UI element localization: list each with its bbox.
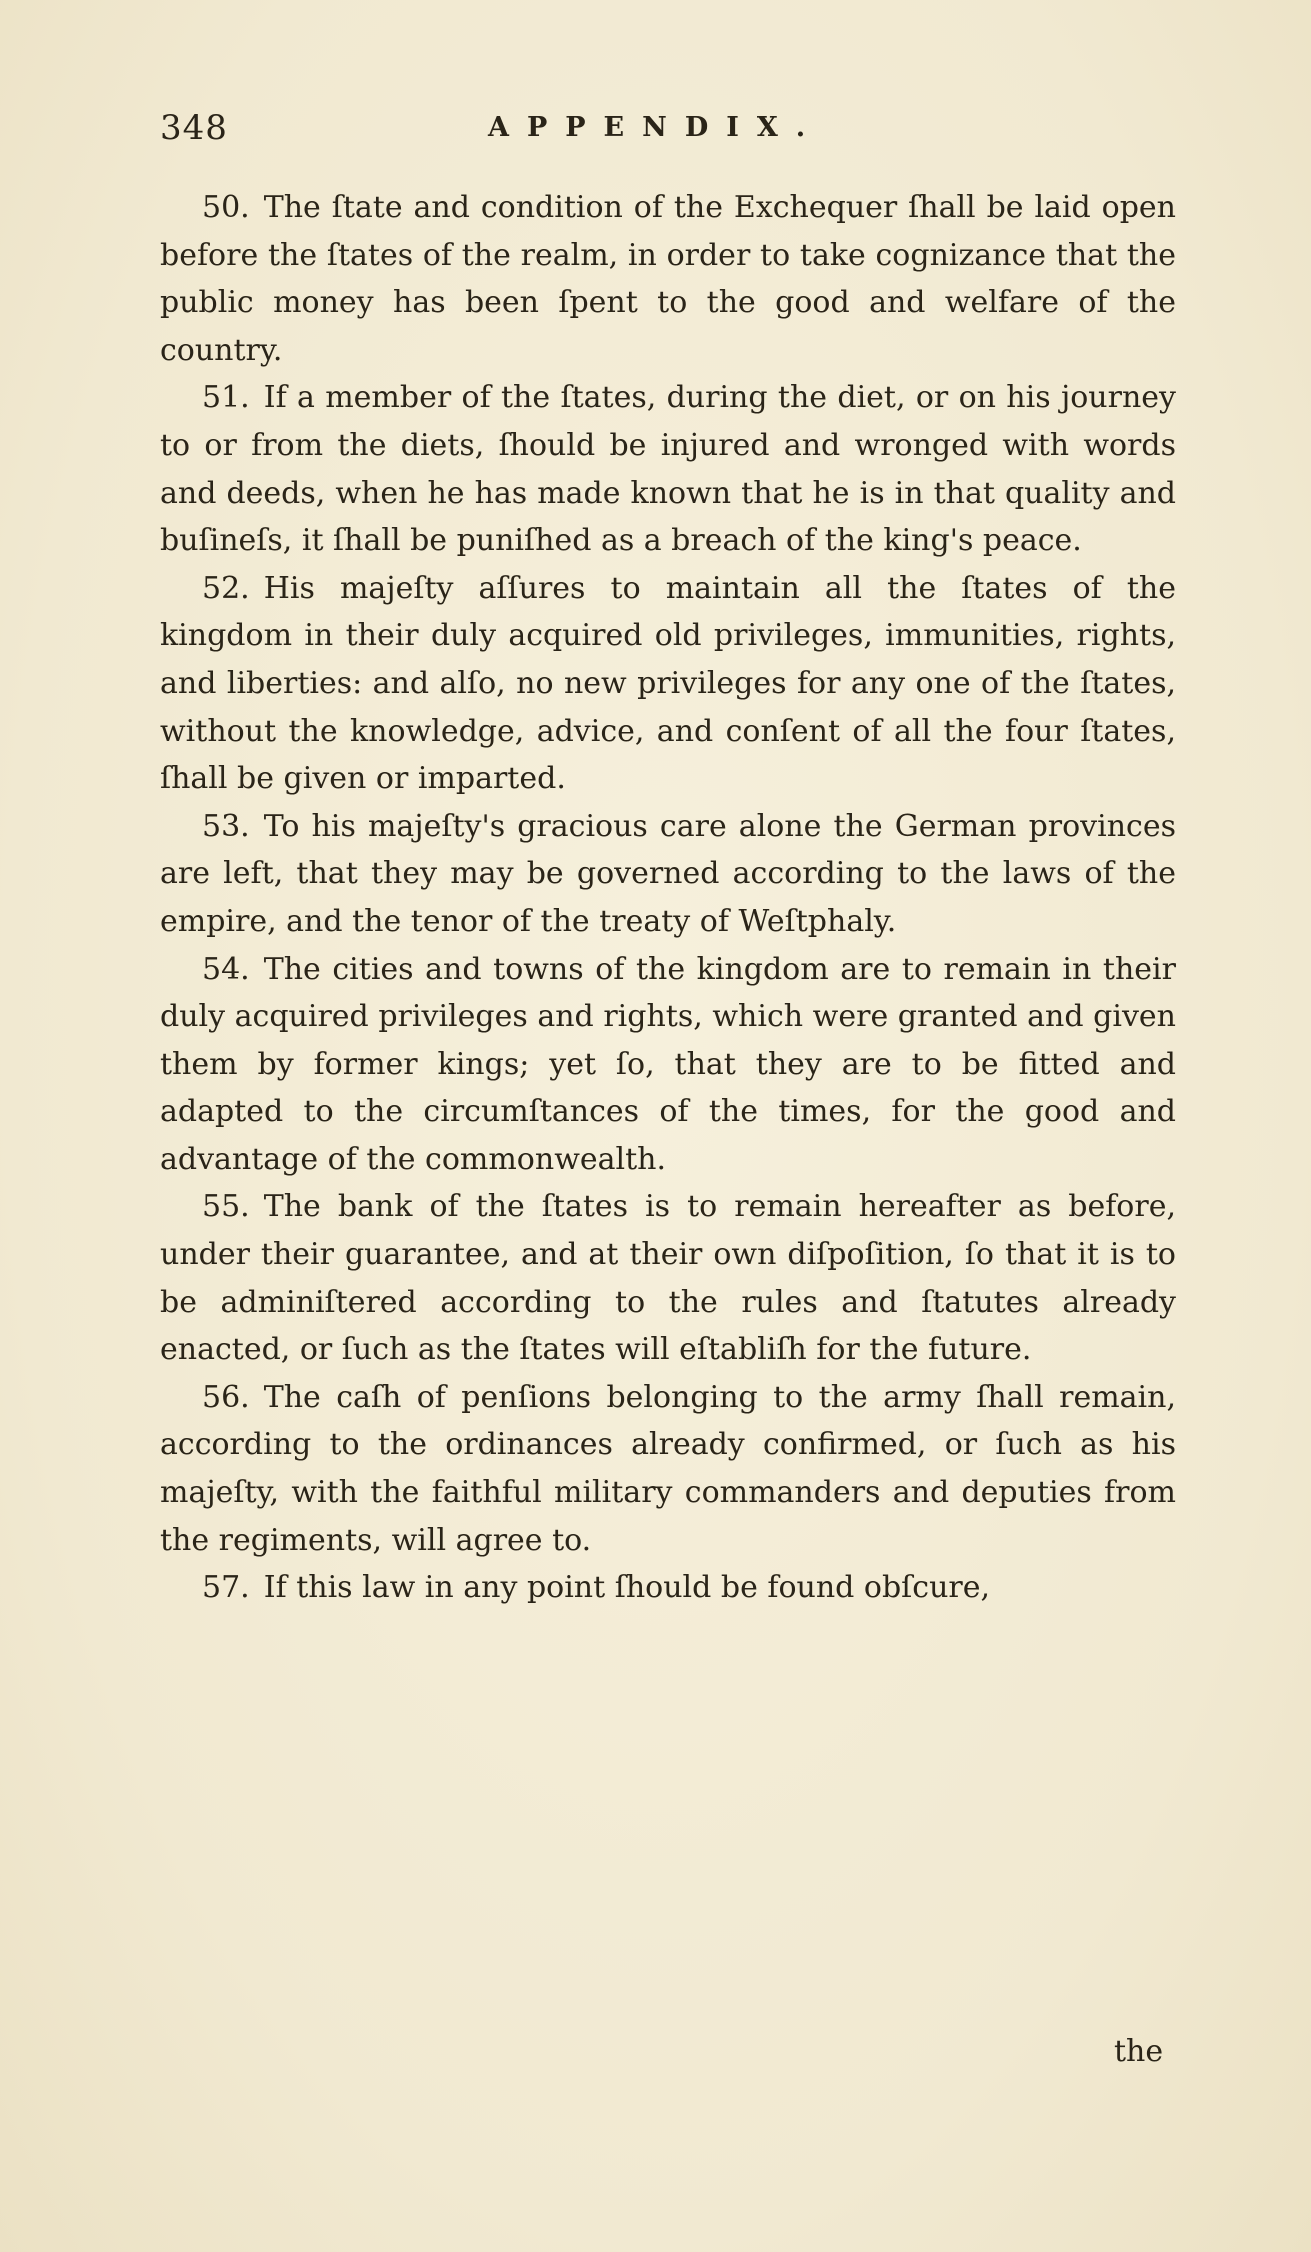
article-text: The caſh of penſions belonging to the army ſhall remain, according to the ordinances already confirmed, or ſuch as his majeſty, with the faithful military commanders and deputies from the regiments, will agree to.	[160, 1379, 1176, 1558]
article-number: 56.	[202, 1379, 250, 1415]
article-text: The ſtate and condition of the Exchequer ſhall be laid open before the ſtates of the realm, in order to take cognizance that the public money has been ſpent to the good and welfare of the country.	[160, 190, 1176, 368]
article-text: The bank of the ſtates is to remain hereafter as before, under their guarantee, and at their own diſpoſition, ſo that it is to be adminiſtered according to the rules and ſtatutes already enacted, or ſuch as the ſtates will eſtabliſh for the future.	[160, 1189, 1176, 1368]
article-number: 52.	[202, 570, 250, 606]
article-54	[160, 946, 1176, 1184]
article-number: 51.	[202, 380, 250, 416]
running-head: APPENDIX.	[488, 112, 824, 143]
article-number: 57.	[202, 1570, 250, 1606]
article-52	[160, 565, 1176, 803]
article-50	[160, 184, 1176, 374]
article-number: 53.	[202, 808, 250, 844]
catchword: the	[1114, 2034, 1164, 2069]
article-text: The cities and towns of the kingdom are to remain in their duly acquired privileges and rights, which were granted and given them by former kings; yet ſo, that they are to be fitted and adapted to the circumſtances of the times, for the good and advantage of the commonwealth.	[160, 951, 1176, 1177]
article-text: His majeſty aſſures to maintain all the ſtates of the kingdom in their duly acquired old privileges, immunities, rights, and liberties: and alſo, no new privileges for any one of the ſtates, without the knowledge, advice, and conſent of all the four ſtates, ſhall be given or imparted.	[160, 570, 1176, 797]
article-text: To his majeſty's gracious care alone the German provinces are left, that they may be governed according to the laws of the empire, and the tenor of the treaty of Weſtphaly.	[160, 808, 1176, 939]
article-text: If this law in any point ſhould be found obſcure,	[263, 1570, 991, 1606]
article-55	[160, 1183, 1176, 1373]
article-text: If a member of the ſtates, during the diet, or on his journey to or from the diets, ſhould be injured and wronged with words and deeds, when he has made known that he is in that quality and buſineſs, it ſhall be puniſhed as a breach of the king's peace.	[160, 380, 1176, 559]
page-number: 348	[160, 108, 228, 148]
article-number: 54.	[202, 951, 250, 987]
article-53	[160, 803, 1176, 946]
article-56	[160, 1374, 1176, 1564]
article-number: 55.	[202, 1189, 250, 1225]
article-number: 50.	[202, 190, 250, 225]
body-text	[160, 184, 1176, 1612]
page-header	[160, 108, 1180, 158]
article-57	[160, 1564, 1176, 1612]
article-51	[160, 374, 1176, 564]
